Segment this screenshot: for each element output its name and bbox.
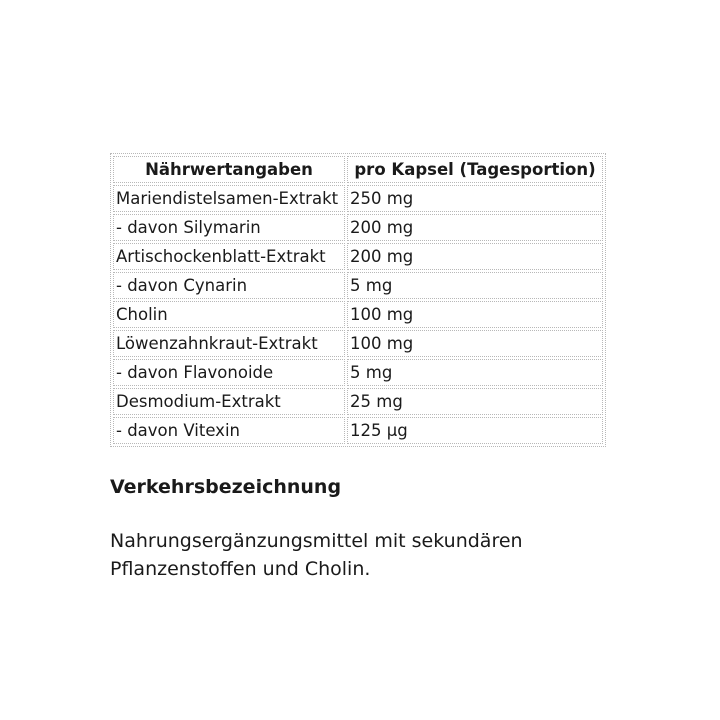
nutrient-cell: Cholin [113,301,345,328]
table-row [113,243,603,270]
header-amount: pro Kapsel (Tagesportion) [347,156,603,183]
table-row [113,359,603,386]
amount-cell: 200 mg [347,214,603,241]
table-row [113,417,603,444]
section-text-line1: Nahrungsergänzungsmittel mit sekundären [110,530,523,552]
nutrient-cell: Mariendistelsamen-Extrakt [113,185,345,212]
nutrition-table [110,153,606,447]
nutrient-cell: - davon Silymarin [113,214,345,241]
table-row [113,214,603,241]
amount-cell: 25 mg [347,388,603,415]
nutrient-cell: Löwenzahnkraut-Extrakt [113,330,345,357]
table-row [113,185,603,212]
nutrient-cell: - davon Cynarin [113,272,345,299]
amount-cell: 5 mg [347,359,603,386]
nutrient-cell: Desmodium-Extrakt [113,388,345,415]
table-row [113,330,603,357]
amount-cell: 250 mg [347,185,603,212]
table-row [113,388,603,415]
product-info [110,153,610,583]
table-header-row [113,156,603,183]
amount-cell: 200 mg [347,243,603,270]
section-text-line2: Pflanzenstoffen und Cholin. [110,558,371,580]
nutrient-cell: - davon Vitexin [113,417,345,444]
amount-cell: 5 mg [347,272,603,299]
section-text [110,527,580,583]
amount-cell: 100 mg [347,301,603,328]
table-row [113,301,603,328]
table-row [113,272,603,299]
nutrient-cell: Artischockenblatt-Extrakt [113,243,345,270]
header-nutrient: Nährwertangaben [113,156,345,183]
section-heading: Verkehrsbezeichnung [110,476,342,498]
nutrient-cell: - davon Flavonoide [113,359,345,386]
amount-cell: 100 mg [347,330,603,357]
amount-cell: 125 µg [347,417,603,444]
